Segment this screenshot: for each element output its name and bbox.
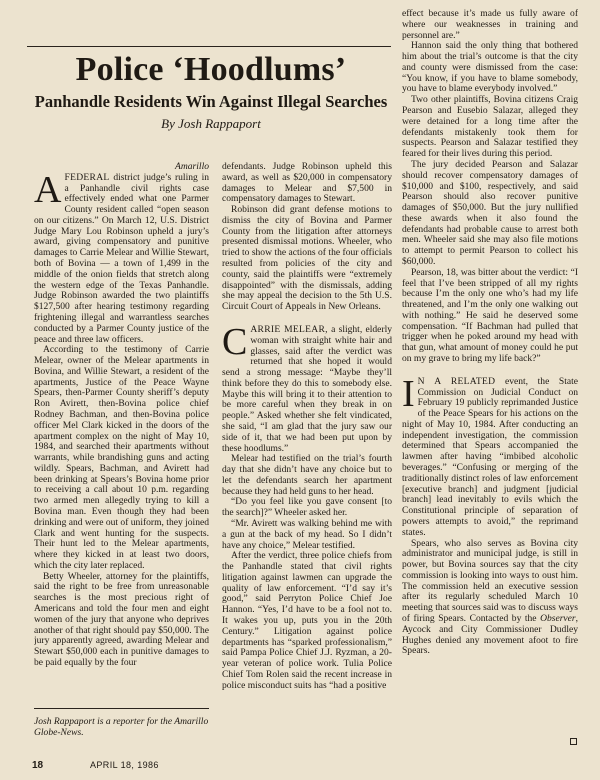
author-note-rule (34, 708, 209, 709)
paragraph-text: event, the State Commission on Judicial Conduct on February 19 publicly reprimanded Justice of the Peace Spears for his actions on the night of May 10, 1984. After conducting an independent investigation, the commission determined that Spears accompanied the lawmen after having “imbibed alcoholic beverages.” “Confusing or merging of the traditionally distinct roles of law enforcement [executive branch] and judgment [judicial branch] lead inevitably to evils which the Constitutional principle of separation of powers attempts to avoid,” the reprimand states. (402, 375, 578, 538)
col2-paragraph-5: “Do you feel like you gave consent [to the search]?” Wheeler asked her. (222, 496, 392, 519)
author-note: Josh Rappaport is a reporter for the Amarillo Globe-News. (34, 716, 209, 738)
paragraph-text: , Aycock and City Commissioner Dudley Hughes denied any movement afoot to fire Spears. (402, 612, 578, 657)
col2-paragraph-2: Robinson did grant defense motions to dismiss the city of Bovina and Parmer County from the litigation after attorneys presented dismissal motions. Wheeler, who tried to show the actions of the four officials resulted from policies of the city and county, said the plaintiffs were “extremely disappointed” with the dismissals, adding she may appeal the decision to the 5th U.S. Circuit Court of Appeals in New Orleans. (222, 204, 392, 313)
col3-paragraph-6 (402, 372, 578, 539)
col3-paragraph-2: Hannon said the only thing that bothered him about the trial’s outcome is that the city and county were dismissed from the case: “You know, if you have to blame somebody, you have to blame everybody involved.” (402, 40, 578, 95)
col2-paragraph-3 (222, 320, 392, 454)
issue-date: APRIL 18, 1986 (90, 760, 159, 770)
page-number: 18 (32, 760, 44, 771)
col3-paragraph-5: Pearson, 18, was bitter about the verdict: “I feel that I’ve been stripped of all my rights because I’m the only one who’s had my life threatened, and I’m the only one walking out with nothing.” He said he deserved some compensation. “If Bachman had pulled that trigger when he poked around my head with that gun, what amount of money could he put on my grave to bring my life back?” (402, 266, 578, 364)
col3-paragraph-1: effect because it’s made us fully aware of where our weaknesses in training and personnel are.” (402, 9, 578, 41)
lead-in: ARRIE MELEAR, (250, 323, 328, 335)
paragraph-text: district judge’s ruling in a Panhandle civil rights case effectively ended what one Parmer County resident called “open season on our citizens.” On March 12, U.S. District Judge Mary Lou Robinson upheld a jury’s award, giving compensatory and punitive damages to Carrie Melear and Willie Stewart, both of Bovina — a town of 1,499 in the middle of the onion fields that stretch along the western edge of the Texas Panhandle. Judge Robinson awarded the two plaintiffs $127,500 after hearing testimony regarding frightening illegal and warrantless searches conducted by a Parmer County justice of the peace and three law officers. (34, 171, 209, 345)
col2-paragraph-4: Melear had testified on the trial’s fourth day that she didn’t have any choice but to let the defendants search her apartment because they had held guns to her head. (222, 453, 392, 497)
col1-paragraph-2: According to the testimony of Carrie Melear, owner of the Melear apartments in Bovina, and Willie Stewart, a resident of the apartments, Justice of the Peace Wayne Spears, then-Parmer County sheriff’s deputy Ron Avirett, then-Bovina police chief Rodney Bachman, and then-Bovina police officer Mel Clark kicked in the doors of the apartment complex on the night of May 10, 1984, and searched their apartments without warrants, while brandishing guns and acting wildly. Spears, Bachman, and Avirett had been drinking at Spears’s Bovina home prior to receiving a call about 10 p.m. regarding two armed men allegedly trying to kill a Bovina man. Even though they had been drinking and were out of uniform, they joined Clark and went hunting for the suspects. Their hunt led to the Melear apartments, where they kicked in at least two doors, which the city later replaced. (34, 344, 209, 571)
text-column-1 (34, 162, 209, 702)
col2-paragraph-7: After the verdict, three police chiefs from the Panhandle stated that civil rights litigation against lawmen can upgrade the quality of law enforcement. “I’d say it’s good,” said Perryton Police Chief Joe Hannon. “Yes, I’d have to be a fool not to. It wakes you up, puts you in the 20th Century.” Litigation against police departments has “sparked professionalism,” said Pampa Police Chief J.J. Ryzman, a 20-year veteran of police work. Tulia Police Chief Tom Rolen said the recent increase in police misconduct suits has “had a positive (222, 550, 392, 691)
drop-cap-a: A (34, 168, 62, 211)
col3-paragraph-7 (402, 539, 578, 658)
text-column-2 (222, 162, 392, 762)
end-of-article-mark (570, 738, 577, 745)
col1-paragraph-3: Betty Wheeler, attorney for the plaintiffs, said the right to be free from unreasonable searches is the most precious right of Americans and told the four men and eight women of the jury that anyone who deprives another of that right should pay $50,000. The jury apparently agreed, awarding Melear and Stewart $50,000 each in punitive damages to be paid equally by the four (34, 570, 209, 668)
headline-top-rule (27, 46, 391, 47)
article-byline: By Josh Rappaport (161, 116, 261, 131)
drop-cap-c: C (222, 320, 248, 363)
paragraph-text: a slight, elderly woman with straight white hair and glasses, said after the verdict was returned that she hoped it would send a strong message: “Maybe they’ll think before they do this to somebody else. Maybe this will bring it to their attention to be more careful when they break in on people.” Asked whether she felt vindicated, she said, “I am glad that the jury saw our side of it, that we had been put upon by these hoodlums.” (222, 323, 392, 454)
publication-name: Observer (540, 612, 576, 624)
dateline: Amarillo (175, 162, 209, 172)
col2-paragraph-1: defendants. Judge Robinson upheld this award, as well as $20,000 in compensatory damages to Melear and $7,500 in compensatory damages to Stewart. (222, 162, 392, 205)
article-headline: Police ‘Hoodlums’ (75, 51, 347, 88)
drop-cap-i: I (402, 372, 415, 415)
article-subhead: Panhandle Residents Win Against Illegal Searches (34, 92, 388, 111)
lead-in: FEDERAL (64, 171, 110, 183)
col2-paragraph-6: “Mr. Avirett was walking behind me with a gun at the back of my head. So I didn’t have any choice,” Melear testified. (222, 518, 392, 551)
col3-paragraph-4: The jury decided Pearson and Salazar should recover compensatory damages of $10,000 and $100, respectively, and said Pearson should also recover punitive damages of $50,000. But the jury nullified these awards when it also found the defendants had probable cause to arrest both men. Wheeler said she may also file motions to attempt to permit Pearson to collect his $60,000. (402, 158, 578, 267)
text-column-3 (402, 9, 578, 749)
page-footer (26, 760, 586, 772)
paragraph-text: Spears, who also serves as Bovina city administrator and municipal judge, is still in power, but Bovina sources say that the city commission is looking into ways to oust him. The commission held an executive session after its regularly scheduled March 10 meeting that sources said was to discuss ways of firing Spears. Contacted by the (402, 537, 578, 624)
col1-paragraph-1 (34, 168, 209, 346)
lead-in: N A RELATED (417, 375, 496, 387)
col3-paragraph-3: Two other plaintiffs, Bovina citizens Craig Pearson and Eusebio Salazar, alleged they were detained for a long time after the defendants mistakenly took them for suspects. Pearson and Salazar testified they feared for their lives during this period. (402, 94, 578, 160)
